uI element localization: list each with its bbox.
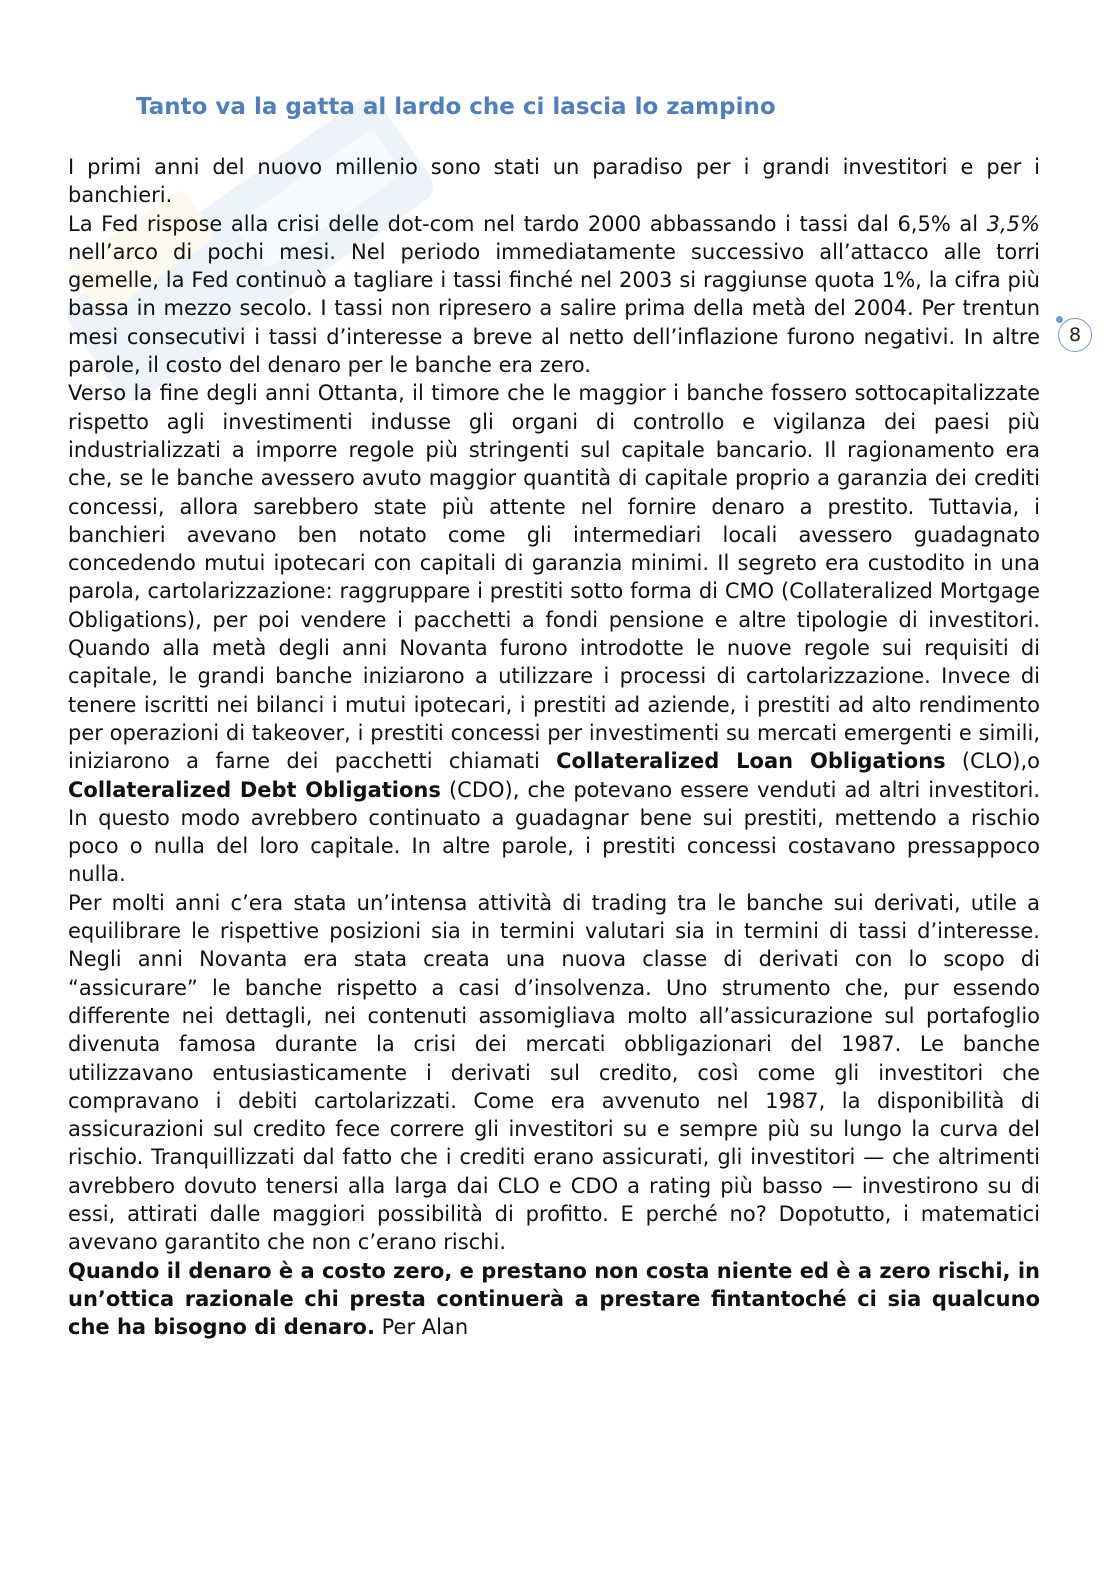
page-title: Tanto va la gatta al lardo che ci lascia lo zampino (136, 94, 776, 120)
paragraph (68, 153, 1040, 210)
text-run: I primi anni del nuovo millenio sono stati un paradiso per i grandi investitori e per i banchieri. (68, 155, 1040, 208)
text-run: nell’arco di pochi mesi. Nel periodo immediatamente successivo all’attacco alle torri gemelle, la Fed continuò a tagliare i tassi finché nel 2003 si raggiunse quota 1%, la cifra più bassa in mezzo secolo. I tassi non ripresero a salire prima della metà del 2004. Per trentun mesi consecutivi i tassi d’interesse a breve al netto dell’inflazione furono negativi. In altre parole, il costo del denaro per le banche era zero. (68, 239, 1040, 378)
text-run: Verso la fine degli anni Ottanta, il timore che le maggior i banche fossero sottocapitalizzate rispetto agli investimenti indusse gli organi di controllo e vigilanza dei paesi più industrializzati a imporre regole più stringenti sul capitale bancario. Il ragionamento era che, se le banche avessero avuto maggior quantità di capitale proprio a garanzia dei crediti concessi, allora sarebbero state più attente nel fornire denaro a prestito. Tuttavia, i banchieri avevano ben notato come gli intermediari locali avessero guadagnato concedendo mutui ipotecari con capitali di garanzia minimi. Il segreto era custodito in una parola, cartolarizzazione: raggruppare i prestiti sotto forma di CMO (Collateralized Mortgage Obligations), per poi vendere i pacchetti a fondi pensione e altre tipologie di investitori. Quando alla metà degli anni Novanta furono introdotte le nuove regole sui requisiti di capitale, le grandi banche iniziarono a utilizzare i processi di cartolarizzazione. Invece di tenere iscritti nei bilanci i mutui ipotecari, i prestiti ad aziende, i prestiti ad alto rendimento per operazioni di takeover, i prestiti concessi per investimenti su mercati emergenti e simili, iniziarono a farne dei pacchetti chiamati (68, 381, 1040, 774)
text-run: (CDO), che potevano essere venduti ad altri investitori. In questo modo avrebbero continuato a guadagnar bene sui prestiti, mettendo a rischio poco o nulla del loro capitale. In altre parole, i prestiti concessi costavano pressappoco nulla. (68, 777, 1041, 887)
bold-text: Quando il denaro è a costo zero, e prestano non costa niente ed è a zero rischi, in un’ottica razionale chi presta continuerà a prestare fintantoché ci sia qualcuno che ha bisogno di denaro. (68, 1258, 1040, 1340)
text-run: Per Alan (374, 1315, 469, 1340)
page-number-badge (1058, 318, 1092, 352)
paragraph (68, 210, 1040, 380)
bold-text: Collateralized Debt Obligations (68, 777, 441, 802)
page-number: 8 (1068, 324, 1082, 346)
paragraph (68, 1257, 1040, 1342)
text-run: La Fed rispose alla crisi delle dot-com nel tardo 2000 abbassando i tassi dal 6,5% al (68, 211, 987, 236)
paragraph (68, 889, 1040, 1257)
text-run: (CLO),o (945, 749, 1040, 774)
paragraph (68, 379, 1040, 888)
text-run: Per molti anni c’era stata un’intensa attività di trading tra le banche sui derivati, utile a equilibrare le rispettive posizioni sia in termini valutari sia in termini di tassi d’interesse. Negli anni Novanta era stata creata una nuova classe di derivati con lo scopo di “assicurare” le banche rispetto a casi d’insolvenza. Uno strumento che, pur essendo differente nei dettagli, nei contenuti assomigliava molto all’assicurazione sul portafoglio divenuta famosa durante la crisi dei mercati obbligazionari del 1987. Le banche utilizzavano entusiasticamente i derivati sul credito, così come gli investitori che compravano i debiti cartolarizzati. Come era avvenuto nel 1987, la disponibilità di assicurazioni sul credito fece correre gli investitori su e sempre più su lungo la curva del rischio. Tranquillizzati dal fatto che i crediti erano assicurati, gli investitori — che altrimenti avrebbero dovuto tenersi alla larga dai CLO e CDO a rating più basso — investirono su di essi, attirati dalle maggiori possibilità di profitto. E perché no? Dopotutto, i matematici avevano garantito che non c’erano rischi. (68, 890, 1040, 1255)
italic-text: 3,5% (986, 211, 1040, 236)
bold-text: Collateralized Loan Obligations (556, 749, 946, 774)
body-text (68, 153, 1040, 1341)
page-number-dot (1056, 316, 1063, 323)
